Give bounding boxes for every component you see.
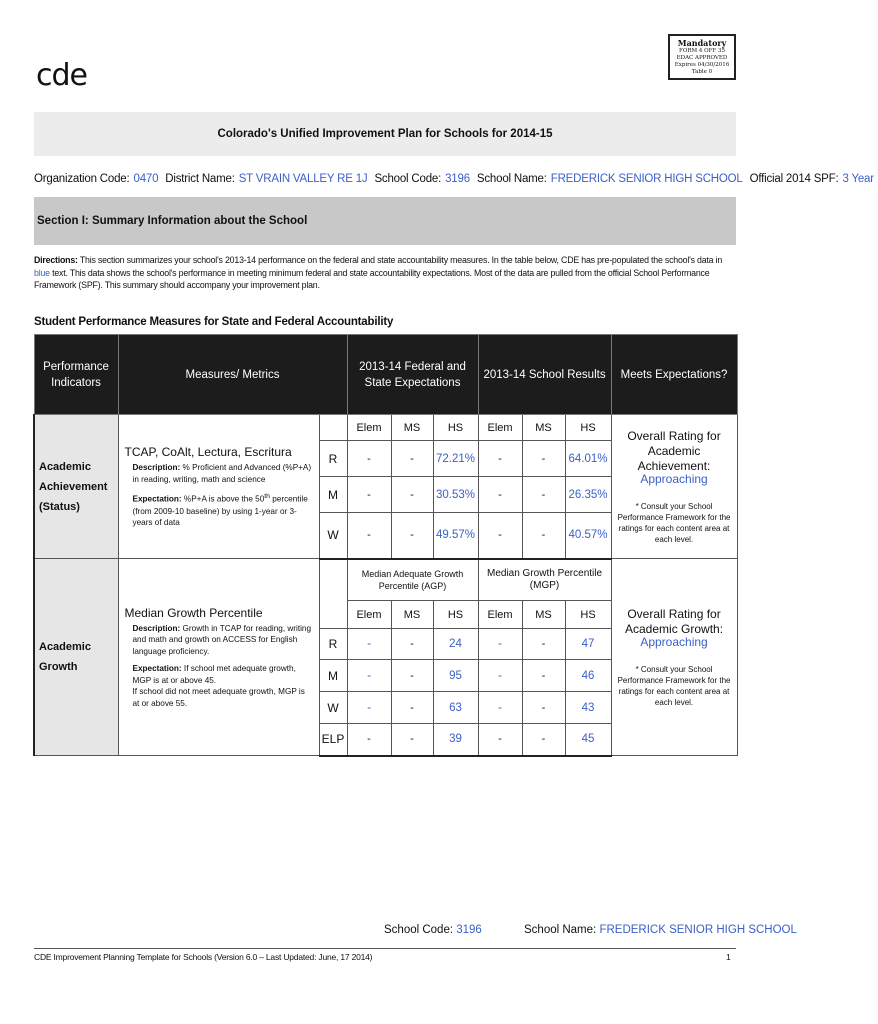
value-cell: -: [522, 724, 565, 756]
growth-description: [133, 623, 313, 658]
desc-text: % Proficient and Advanced (%P+A) in reading, writing, math and science: [132, 463, 312, 484]
value-cell: 49.57%: [433, 513, 478, 559]
value-cell: 43: [565, 692, 611, 724]
row-label: M: [319, 477, 347, 513]
page-title-text: Colorado's Unified Improvement Plan for Schools for 2014-15: [217, 128, 553, 140]
exp-label: Expectation:: [132, 495, 182, 505]
directions-blue-word: blue: [34, 267, 50, 278]
growth-rating: Approaching: [640, 634, 708, 649]
achievement-note: * Consult your School Performance Framework for the ratings for each content area at each level.: [617, 501, 731, 544]
value-cell: 72.21%: [433, 441, 478, 477]
value-cell: -: [478, 660, 522, 692]
growth-expectation: [133, 663, 313, 686]
level-hs: HS: [433, 415, 478, 441]
footer-school-name: [524, 924, 797, 936]
level-elem: Elem: [478, 415, 522, 441]
level-ms: MS: [522, 415, 565, 441]
value-cell: -: [522, 441, 565, 477]
value-cell: 95: [433, 660, 478, 692]
value-cell: -: [347, 513, 391, 559]
level-ms: MS: [522, 601, 565, 629]
value-cell: -: [391, 724, 433, 756]
school-name-label: School Name:: [476, 173, 547, 185]
org-code-value: 0470: [133, 173, 159, 185]
directions-text: This section summarizes your school's 2013-14 performance on the federal and state accountability measures. In the table below, CDE has pre-populated the school's data in: [79, 255, 723, 265]
performance-table: [33, 334, 738, 757]
growth-measure-title: Median Growth Percentile: [124, 605, 263, 620]
header-results: 2013-14 School Results: [478, 335, 611, 415]
value-cell: -: [347, 692, 391, 724]
achievement-rating-title: Overall Rating for Academic Achievement:: [627, 428, 721, 473]
value-cell: 46: [565, 660, 611, 692]
org-info-line: [34, 173, 874, 185]
page-title: [34, 112, 736, 156]
page-number: 1: [726, 952, 731, 962]
header-indicators: Performance Indicators: [34, 335, 118, 415]
row-label: W: [319, 692, 347, 724]
district-label: District Name:: [165, 173, 235, 185]
level-hs: HS: [433, 601, 478, 629]
row-label: R: [319, 441, 347, 477]
exp-sup: th: [264, 493, 270, 501]
row-label: W: [319, 513, 347, 559]
value-cell: 64.01%: [565, 441, 611, 477]
indicator-academic-growth: Academic Growth: [34, 559, 118, 756]
desc-text: Growth in TCAP for reading, writing and math and growth on ACCESS for English language proficiency.: [132, 623, 312, 656]
footer-school-name-label: School Name:: [524, 924, 597, 936]
value-cell: -: [522, 629, 565, 660]
header-meets: Meets Expectations?: [611, 335, 737, 415]
desc-label: Description:: [132, 463, 181, 473]
value-cell: 26.35%: [565, 477, 611, 513]
header-expectations: 2013-14 Federal and State Expectations: [347, 335, 478, 415]
value-cell: 47: [565, 629, 611, 660]
growth-expectation-2: If school did not meet adequate growth, MGP is at or above 55.: [132, 687, 305, 708]
value-cell: -: [391, 513, 433, 559]
stamp-line: Mandatory: [677, 38, 727, 48]
spf-label: Official 2014 SPF:: [749, 173, 839, 185]
achievement-description: [133, 462, 313, 485]
footer-template-note: CDE Improvement Planning Template for Schools (Version 6.0 – Last Updated: June, 17 2014): [34, 952, 373, 962]
table-heading: Student Performance Measures for State and Federal Accountability: [34, 316, 394, 328]
stamp-line: FORM 4 OFF 35: [679, 48, 725, 54]
level-elem: Elem: [347, 415, 391, 441]
value-cell: -: [347, 477, 391, 513]
exp-text-2: percentile (from 2009-10 baseline) by using 1-year or 3-years of data: [132, 495, 308, 528]
value-cell: -: [347, 441, 391, 477]
value-cell: -: [478, 629, 522, 660]
value-cell: -: [522, 692, 565, 724]
header-measures: Measures/ Metrics: [118, 335, 347, 415]
value-cell: -: [522, 513, 565, 559]
indicator-academic-achievement: Academic Achievement (Status): [34, 415, 118, 559]
value-cell: -: [347, 660, 391, 692]
growth-head-row: [34, 559, 737, 601]
value-cell: 45: [565, 724, 611, 756]
value-cell: -: [478, 513, 522, 559]
district-value: ST VRAIN VALLEY RE 1J: [238, 173, 368, 185]
row-label: M: [319, 660, 347, 692]
level-hs: HS: [565, 601, 611, 629]
growth-note: * Consult your School Performance Framework for the ratings for each content area at each level.: [617, 664, 731, 707]
achievement-meets: [611, 415, 737, 559]
value-cell: -: [347, 629, 391, 660]
blank-cell: [319, 415, 347, 441]
achievement-measure-title: TCAP, CoAlt, Lectura, Escritura: [124, 445, 292, 460]
level-elem: Elem: [347, 601, 391, 629]
exp-text: If school met adequate growth, MGP is at or above 45.: [132, 664, 296, 685]
value-cell: -: [391, 629, 433, 660]
value-cell: -: [522, 477, 565, 513]
value-cell: -: [478, 477, 522, 513]
growth-meets: [611, 559, 737, 756]
mgp-header: Median Growth Percentile (MGP): [478, 559, 611, 601]
section-header: [34, 197, 736, 245]
value-cell: -: [347, 724, 391, 756]
blank-cell: [319, 559, 347, 629]
value-cell: -: [478, 441, 522, 477]
spf-value: 3 Year: [842, 173, 874, 185]
school-code-value: 3196: [445, 173, 470, 185]
exp-text: %P+A is above the 50: [181, 495, 265, 505]
directions-text-2: text. This data shows the school's performance in meeting minimum federal and state accountability expectations. Most of the data are pulled from the official School Performance Framework (SPF). This summary should accompany your improvement plan.: [34, 267, 710, 290]
directions-label: Directions:: [34, 255, 78, 265]
row-label: R: [319, 629, 347, 660]
value-cell: 63: [433, 692, 478, 724]
agp-header: Median Adequate Growth Percentile (AGP): [347, 559, 478, 601]
value-cell: -: [522, 660, 565, 692]
level-elem: Elem: [478, 601, 522, 629]
level-hs: HS: [565, 415, 611, 441]
stamp-line: Expires 04/30/2016 Table 0: [674, 62, 730, 75]
table-header-row: [34, 335, 737, 415]
directions-paragraph: [34, 254, 736, 292]
footer-school-code-label: School Code:: [384, 924, 454, 936]
level-ms: MS: [391, 601, 433, 629]
org-code-label: Organization Code:: [34, 173, 130, 185]
value-cell: -: [391, 660, 433, 692]
growth-rating-title: Overall Rating for Academic Growth:: [625, 606, 724, 636]
value-cell: -: [391, 477, 433, 513]
achievement-measure: [118, 415, 319, 559]
school-name-value: FREDERICK SENIOR HIGH SCHOOL: [550, 173, 743, 185]
value-cell: -: [391, 692, 433, 724]
value-cell: -: [478, 724, 522, 756]
value-cell: 39: [433, 724, 478, 756]
value-cell: -: [478, 692, 522, 724]
row-label: ELP: [319, 724, 347, 756]
footer-school-code: [384, 924, 482, 936]
value-cell: -: [391, 441, 433, 477]
achievement-level-row: [34, 415, 737, 441]
achievement-rating: Approaching: [640, 471, 708, 486]
mandatory-stamp: [668, 34, 736, 80]
school-code-label: School Code:: [374, 173, 442, 185]
desc-label: Description:: [132, 623, 181, 633]
level-ms: MS: [391, 415, 433, 441]
footer-school-code-value: 3196: [456, 924, 482, 936]
achievement-expectation: [133, 491, 313, 528]
value-cell: 30.53%: [433, 477, 478, 513]
value-cell: 24: [433, 629, 478, 660]
section-title: Section I: Summary Information about the School: [37, 215, 308, 227]
stamp-line: EDAC APPROVED: [676, 55, 728, 61]
footer-divider: [34, 948, 736, 949]
footer-school-name-value: FREDERICK SENIOR HIGH SCHOOL: [599, 924, 797, 936]
growth-measure: [118, 559, 319, 756]
cde-logo: cde: [36, 58, 87, 93]
value-cell: 40.57%: [565, 513, 611, 559]
exp-label: Expectation:: [132, 664, 182, 674]
